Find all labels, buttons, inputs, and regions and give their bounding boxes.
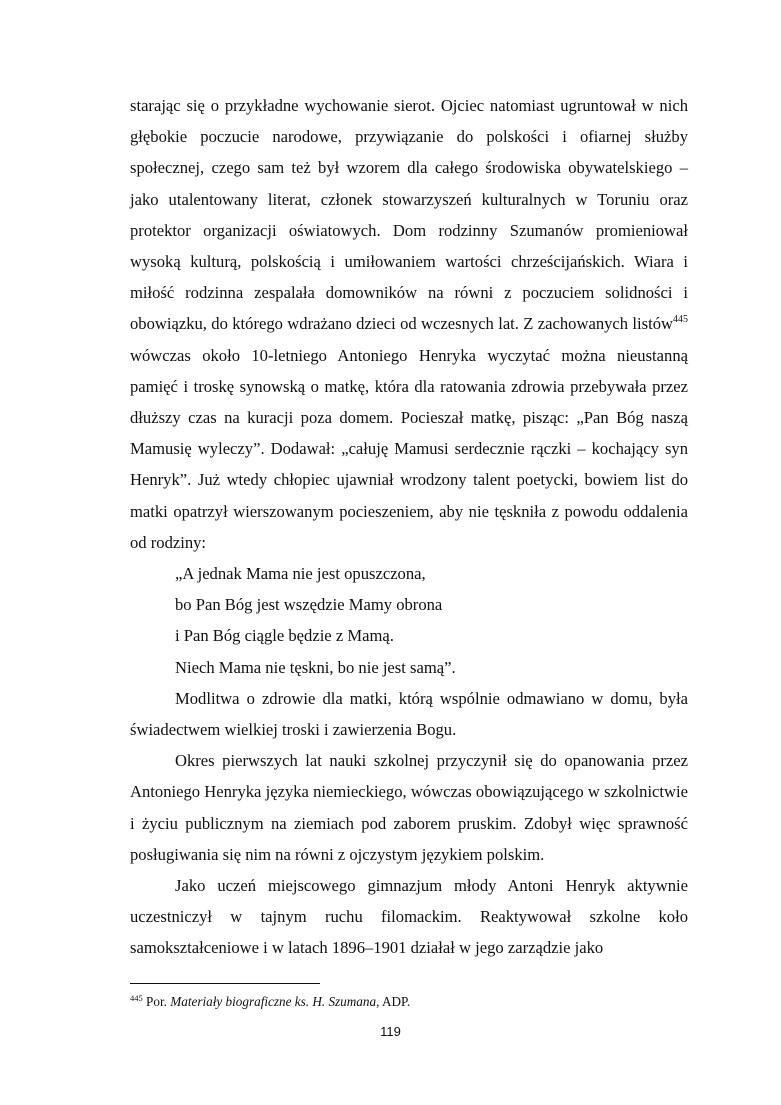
footnote-prefix: Por. [142, 994, 171, 1009]
footnote-title: Materiały biograficzne ks. H. Szumana [170, 994, 377, 1009]
footnote-suffix: , ADP. [376, 994, 411, 1009]
page-number: 119 [380, 1024, 401, 1039]
paragraph-1 [130, 90, 688, 558]
paragraph-4: Jako uczeń miejscowego gimnazjum młody Antoni Henryk aktywnie uczestniczył w tajnym ruchu filomackim. Reaktywował szkolne koło samokształceniowe i w latach 1896–1901 działał w jego zarządzie jako [130, 876, 688, 958]
footnote-separator [130, 983, 320, 984]
poem-quote [130, 558, 688, 683]
poem-line: „A jednak Mama nie jest opuszczona, [175, 564, 426, 584]
paragraph-1-text-a: starając się o przykładne wychowanie sierot. Ojciec natomiast ugruntował w nich głębokie poczucie narodowe, przywiązanie do polskości i ofiarnej służby społecznej, czego sam też był wzorem dla całego środowiska obywatelskiego – jako utalentowany literat, członek stowarzyszeń kulturalnych w Toruniu oraz protektor organizacji oświatowych. Dom rodzinny Szumanów promieniował wysoką kulturą, polskością i umiłowaniem wartości chrześcijańskich. Wiara i miłość rodzinna zespalała domowników na równi z poczuciem solidności i obowiązku, do którego wdrażano dzieci od wczesnych lat. Z zachowanych listów [130, 96, 688, 334]
poem-line: i Pan Bóg ciągle będzie z Mamą. [175, 626, 394, 646]
paragraph-3: Okres pierwszych lat nauki szkolnej przyczynił się do opanowania przez Antoniego Henryka języka niemieckiego, wówczas obowiązującego w szkolnictwie i życiu publicznym na ziemiach pod zaborem pruskim. Zdobył więc sprawność posługiwania się nim na równi z ojczystym językiem polskim. [130, 751, 688, 864]
footnote-reference: 445 [673, 314, 688, 326]
footnote-number: 445 [130, 993, 143, 1003]
poem-line: bo Pan Bóg jest wszędzie Mamy obrona [175, 595, 443, 615]
poem-line: Niech Mama nie tęskni, bo nie jest samą”. [175, 657, 456, 677]
paragraph-2: Modlitwa o zdrowie dla matki, którą wspólnie odmawiano w domu, była świadectwem wielkiej troski i zawierzenia Bogu. [130, 688, 688, 740]
main-text [130, 90, 688, 964]
paragraph-1-text-b: wówczas około 10-letniego Antoniego Henryka wyczytać można nieustanną pamięć i troskę synowską o matkę, która dla ratowania zdrowia przebywała przez dłuższy czas na kuracji poza domem. Pocieszał matkę, pisząc: „Pan Bóg naszą Mamusię wyleczy”. Dodawał: „całuję Mamusi serdecznie rączki – kochający syn Henryk”. Już wtedy chłopiec ujawniał wrodzony talent poetycki, bowiem list do matki opatrzył wierszowanym pocieszeniem, aby nie tęskniła z powodu oddalenia od rodziny: [130, 345, 688, 552]
footnote [130, 993, 688, 1011]
